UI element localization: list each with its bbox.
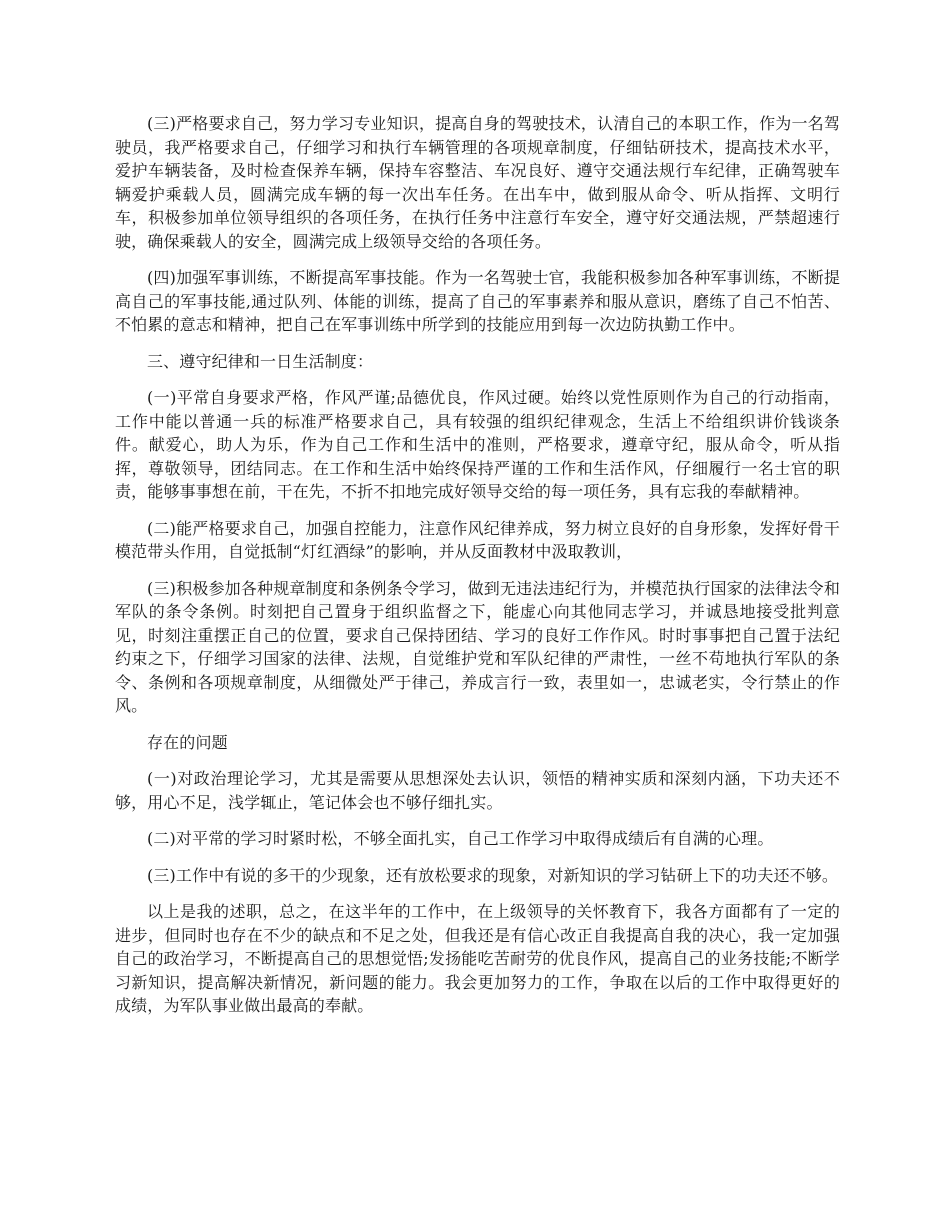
document-body (115, 112, 840, 1031)
paragraph-problem-theory: (一)对政治理论学习，尤其是需要从思想深处去认识，领悟的精神实质和深刻内涵，下功夫还不够，用心不足，浅学辄止，笔记体会也不够仔细扎实。 (115, 769, 840, 812)
paragraph-self-control: (二)能严格要求自己，加强自控能力，注意作风纪律养成，努力树立良好的自身形象，发挥好骨干模范带头作用，自觉抵制“灯红酒绿”的影响，并从反面教材中汲取教训， (115, 518, 840, 561)
paragraph-strict-requirements: (一)平常自身要求严格，作风严谨;品德优良，作风过硬。始终以党性原则作为自己的行动指南，工作中能以普通一兵的标准严格要求自己，具有较强的组织纪律观念，生活上不给组织讲价钱谈条件。献爱心，助人为乐，作为自己工作和生活中的准则，严格要求，遵章守纪，服从命令，听从指挥，尊敬领导，团结同志。在工作和生活中始终保持严谨的工作和生活作风，仔细履行一名士官的职责，能够事事想在前，干在先，不折不扣地完成好领导交给的每一项任务，具有忘我的奉献精神。 (115, 388, 840, 501)
paragraph-problem-work: (三)工作中有说的多干的少现象，还有放松要求的现象，对新知识的学习钻研上下的功夫还不够。 (147, 865, 839, 885)
paragraph-driving-skills: (三)严格要求自己，努力学习专业知识，提高自身的驾驶技术，认清自己的本职工作，作为一名驾驶员，我严格要求自己，仔细学习和执行车辆管理的各项规章制度，仔细钻研技术，提高技术水平，爱护车辆装备，及时检查保养车辆，保持车容整洁、车况良好、遵守交通法规行车纪律，正确驾驶车辆爱护乘载人员，圆满完成车辆的每一次出车任务。在出车中，做到服从命令、听从指挥、文明行车，积极参加单位领导组织的各项任务，在执行任务中注意行车安全，遵守好交通法规，严禁超速行驶，确保乘载人的安全，圆满完成上级领导交给的各项任务。 (115, 114, 840, 251)
section-heading-problems: 存在的问题 (147, 732, 228, 752)
paragraph-military-training: (四)加强军事训练，不断提高军事技能。作为一名驾驶士官，我能积极参加各种军事训练，不断提高自己的军事技能,通过队列、体能的训练，提高了自己的军事素养和服从意识，磨练了自己不怕苦、不怕累的意志和精神，把自己在军事训练中所学到的技能应用到每一次边防执勤工作中。 (115, 268, 840, 334)
section-heading-discipline: 三、遵守纪律和一日生活制度： (147, 351, 374, 371)
paragraph-problem-study: (二)对平常的学习时紧时松，不够全面扎实，自己工作学习中取得成绩后有自满的心理。 (147, 829, 774, 848)
paragraph-conclusion: 以上是我的述职，总之，在这半年的工作中，在上级领导的关怀教育下，我各方面都有了一定的进步，但同时也存在不少的缺点和不足之处，但我还是有信心改正自我提高自我的决心，我一定加强自己的政治学习，不断提高自己的思想觉悟;发扬能吃苦耐劳的优良作风，提高自己的业务技能;不断学习新知识，提高解决新情况，新问题的能力。我会更加努力的工作，争取在以后的工作中取得更好的成绩，为军队事业做出最高的奉献。 (115, 902, 840, 1015)
paragraph-regulations-study: (三)积极参加各种规章制度和条例条令学习，做到无违法违纪行为，并模范执行国家的法律法令和军队的条令条例。时刻把自己置身于组织监督之下，能虚心向其他同志学习，并诚恳地接受批判意见，时刻注重摆正自己的位置，要求自己保持团结、学习的良好工作作风。时时事事把自己置于法纪约束之下，仔细学习国家的法律、法规，自觉维护党和军队纪律的严肃性，一丝不苟地执行军队的条令、条例和各项规章制度，从细微处严于律己，养成言行一致，表里如一，忠诚老实，令行禁止的作风。 (115, 578, 840, 715)
